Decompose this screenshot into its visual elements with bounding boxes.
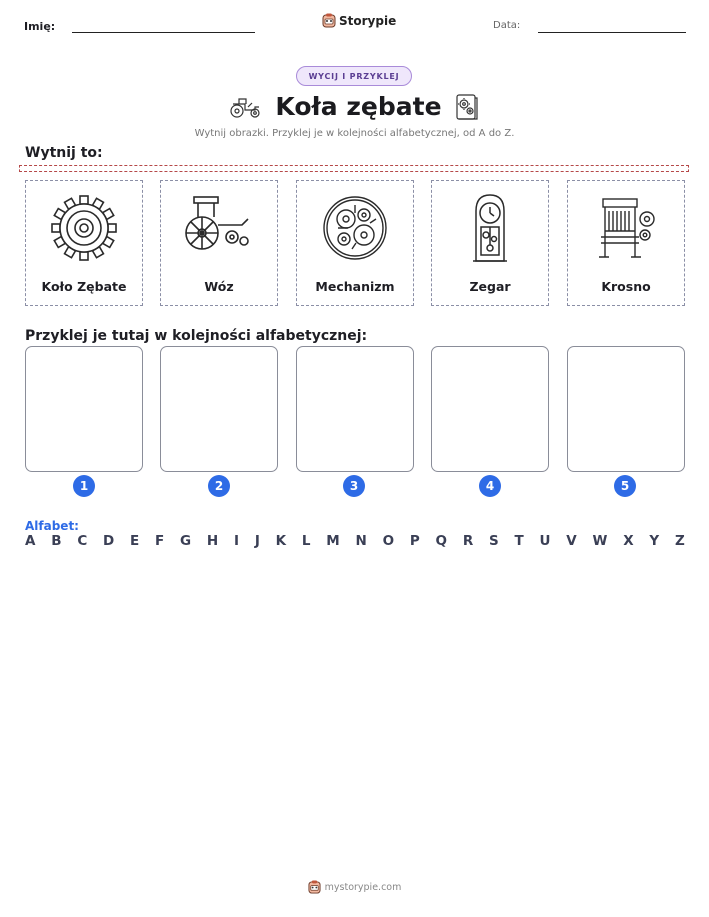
alphabet-letter: X xyxy=(623,533,634,549)
card-label: Krosno xyxy=(601,279,651,294)
slot-number-4: 4 xyxy=(479,475,501,497)
gear-book-icon xyxy=(454,93,480,121)
alphabet-letter: U xyxy=(539,533,551,549)
card-label: Zegar xyxy=(469,279,511,294)
instructions: Wytnij obrazki. Przyklej je w kolejności alfabetycznej, od A do Z. xyxy=(194,128,515,139)
alphabet-letter: D xyxy=(103,533,115,549)
date-line xyxy=(538,32,686,33)
cut-card-woz[interactable] xyxy=(160,180,278,306)
paste-slot-1[interactable] xyxy=(25,346,143,472)
footer xyxy=(0,880,709,895)
slot-number-3: 3 xyxy=(343,475,365,497)
card-label: Wóz xyxy=(204,279,234,294)
alphabet-letter: H xyxy=(206,533,219,549)
loom-icon xyxy=(589,191,663,265)
alphabet-letter: R xyxy=(462,533,474,549)
brand xyxy=(322,13,396,29)
storypie-logo-icon xyxy=(308,880,321,895)
page-title: Koła zębate xyxy=(275,92,442,121)
cart-icon xyxy=(182,191,256,265)
alphabet-letter: B xyxy=(51,533,62,549)
alphabet-letter: K xyxy=(275,533,287,549)
paste-slot-4[interactable] xyxy=(431,346,549,472)
alphabet-letter: O xyxy=(382,533,395,549)
alphabet-label: Alfabet: xyxy=(25,519,79,533)
clock-icon xyxy=(453,191,527,265)
title-row xyxy=(0,92,709,121)
footer-link[interactable]: mystorypie.com xyxy=(324,882,402,893)
alphabet-letter: Z xyxy=(674,533,685,549)
cut-card-zegar[interactable] xyxy=(431,180,549,306)
storypie-logo-icon xyxy=(322,13,336,29)
date-label: Data: xyxy=(493,20,521,31)
mechanism-icon xyxy=(318,191,392,265)
alphabet-letter: W xyxy=(592,533,608,549)
alphabet-letter: C xyxy=(77,533,88,549)
alphabet-letter: Y xyxy=(649,533,660,549)
cut-card-mechanizm[interactable] xyxy=(296,180,414,306)
slot-number-5: 5 xyxy=(614,475,636,497)
name-label: Imię: xyxy=(24,20,56,33)
paste-slot-3[interactable] xyxy=(296,346,414,472)
cut-section-title: Wytnij to: xyxy=(25,145,103,161)
name-line xyxy=(72,32,255,33)
alphabet-letter: Q xyxy=(435,533,448,549)
activity-badge: WYCIJ I PRZYKLEJ xyxy=(296,66,412,86)
tractor-icon xyxy=(229,95,263,119)
alphabet-letter: N xyxy=(355,533,367,549)
card-label: Mechanizm xyxy=(315,279,395,294)
cut-card-kolo-zebate[interactable] xyxy=(25,180,143,306)
alphabet-letter: M xyxy=(326,533,340,549)
brand-name: Storypie xyxy=(339,14,397,28)
alphabet-letter: J xyxy=(254,533,260,549)
alphabet-letter: L xyxy=(301,533,311,549)
alphabet-letter: G xyxy=(180,533,192,549)
alphabet-letter: E xyxy=(130,533,140,549)
paste-section-title: Przyklej je tutaj w kolejności alfabetycznej: xyxy=(25,328,368,344)
cut-line xyxy=(19,165,689,172)
paste-slot-2[interactable] xyxy=(160,346,278,472)
alphabet-letter: P xyxy=(409,533,420,549)
alphabet-letter: I xyxy=(234,533,240,549)
paste-slot-5[interactable] xyxy=(567,346,685,472)
alphabet-letter: V xyxy=(566,533,577,549)
card-label: Koło Zębate xyxy=(41,279,127,294)
slot-number-1: 1 xyxy=(73,475,95,497)
alphabet-letter: T xyxy=(514,533,524,549)
alphabet-letter: S xyxy=(489,533,499,549)
gear-icon xyxy=(47,191,121,265)
alphabet-row xyxy=(25,533,685,549)
cut-card-krosno[interactable] xyxy=(567,180,685,306)
slot-number-2: 2 xyxy=(208,475,230,497)
alphabet-letter: A xyxy=(25,533,36,549)
alphabet-letter: F xyxy=(155,533,165,549)
